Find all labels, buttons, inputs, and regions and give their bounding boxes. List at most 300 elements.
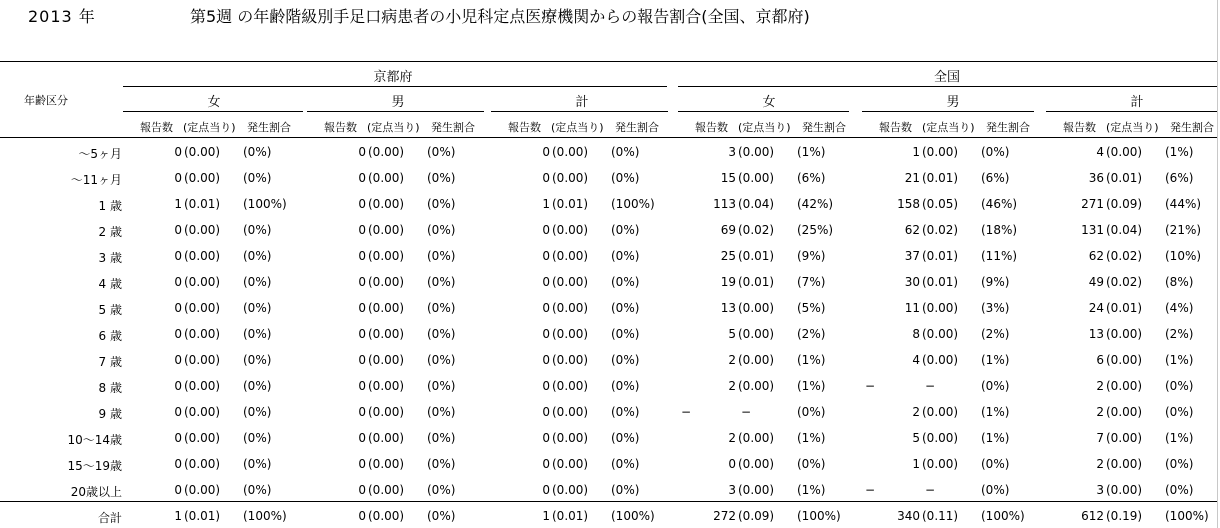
row-0-kyoto-0-ratio: (0%)	[243, 145, 272, 159]
row-11-age-label: 10〜14歳	[67, 433, 122, 447]
row-0-kyoto-1-per-site: (0.00)	[368, 145, 405, 159]
total-top-rule	[0, 501, 1217, 502]
row-5-zenkoku-1-count: 30	[904, 275, 920, 289]
row-4-kyoto-0-per-site: (0.00)	[184, 249, 221, 263]
row-12-zenkoku-0-ratio: (0%)	[797, 457, 826, 471]
row-6-kyoto-1-per-site: (0.00)	[368, 301, 405, 315]
row-13-age-label: 20歳以上	[70, 485, 122, 499]
group-rule-1	[307, 111, 484, 112]
row-7-kyoto-1-per-site: (0.00)	[368, 327, 405, 341]
row-11-zenkoku-1-ratio: (1%)	[981, 431, 1010, 445]
row-2-kyoto-0-ratio: (100%)	[243, 197, 287, 211]
row-8-kyoto-1-ratio: (0%)	[427, 353, 456, 367]
row-1-zenkoku-0-ratio: (6%)	[797, 171, 826, 185]
row-3-kyoto-0-count: 0	[174, 223, 182, 237]
row-11-zenkoku-2-count: 7	[1096, 431, 1104, 445]
row-10-zenkoku-0-per-site: −	[741, 405, 752, 419]
row-8-kyoto-0-ratio: (0%)	[243, 353, 272, 367]
group-rule-3	[678, 111, 849, 112]
row-2-kyoto-1-per-site: (0.00)	[368, 197, 405, 211]
row-7-kyoto-2-ratio: (0%)	[611, 327, 640, 341]
subheader-count-5: 報告数	[1063, 121, 1096, 134]
row-0-kyoto-0-per-site: (0.00)	[184, 145, 221, 159]
row-10-kyoto-0-ratio: (0%)	[243, 405, 272, 419]
row-5-zenkoku-2-per-site: (0.02)	[1106, 275, 1143, 289]
row-5-zenkoku-1-ratio: (9%)	[981, 275, 1010, 289]
row-8-zenkoku-0-per-site: (0.00)	[738, 353, 775, 367]
row-2-zenkoku-1-per-site: (0.05)	[922, 197, 959, 211]
row-2-zenkoku-1-count: 158	[897, 197, 920, 211]
row-6-zenkoku-1-ratio: (3%)	[981, 301, 1010, 315]
row-10-kyoto-0-per-site: (0.00)	[184, 405, 221, 419]
row-13-zenkoku-2-ratio: (0%)	[1165, 483, 1194, 497]
row-5-kyoto-2-per-site: (0.00)	[552, 275, 589, 289]
row-9-zenkoku-1-count: −	[865, 379, 876, 393]
row-6-kyoto-2-ratio: (0%)	[611, 301, 640, 315]
region-rule-zenkoku	[678, 86, 1217, 87]
row-0-zenkoku-0-ratio: (1%)	[797, 145, 826, 159]
subheader-per-site-5: (定点当り)	[1106, 121, 1159, 134]
row-3-zenkoku-1-ratio: (18%)	[981, 223, 1018, 237]
row-5-zenkoku-1-per-site: (0.01)	[922, 275, 959, 289]
row-13-zenkoku-1-ratio: (0%)	[981, 483, 1010, 497]
row-3-zenkoku-1-per-site: (0.02)	[922, 223, 959, 237]
row-4-zenkoku-0-per-site: (0.01)	[738, 249, 775, 263]
row-0-kyoto-2-count: 0	[542, 145, 550, 159]
row-10-zenkoku-0-ratio: (0%)	[797, 405, 826, 419]
row-3-zenkoku-1-count: 62	[904, 223, 920, 237]
subheader-per-site-2: (定点当り)	[551, 121, 604, 134]
row-9-kyoto-2-ratio: (0%)	[611, 379, 640, 393]
row-0-age-label: 〜5ヶ月	[78, 147, 122, 161]
region-rule-kyoto	[123, 86, 667, 87]
row-11-zenkoku-0-count: 2	[728, 431, 736, 445]
row-8-zenkoku-0-count: 2	[728, 353, 736, 367]
row-3-kyoto-2-count: 0	[542, 223, 550, 237]
total-kyoto-1-ratio: (0%)	[427, 509, 456, 523]
row-0-kyoto-1-count: 0	[358, 145, 366, 159]
row-13-kyoto-0-ratio: (0%)	[243, 483, 272, 497]
row-9-zenkoku-1-per-site: −	[925, 379, 936, 393]
row-8-kyoto-0-per-site: (0.00)	[184, 353, 221, 367]
row-9-age-label: 8 歳	[98, 381, 122, 395]
row-8-kyoto-2-ratio: (0%)	[611, 353, 640, 367]
row-6-zenkoku-0-per-site: (0.00)	[738, 301, 775, 315]
row-0-zenkoku-2-ratio: (1%)	[1165, 145, 1194, 159]
row-7-zenkoku-0-ratio: (2%)	[797, 327, 826, 341]
row-5-zenkoku-2-ratio: (8%)	[1165, 275, 1194, 289]
row-8-zenkoku-0-ratio: (1%)	[797, 353, 826, 367]
row-6-kyoto-1-ratio: (0%)	[427, 301, 456, 315]
subheader-count-3: 報告数	[695, 121, 728, 134]
subheader-count-4: 報告数	[879, 121, 912, 134]
row-12-zenkoku-2-per-site: (0.00)	[1106, 457, 1143, 471]
row-12-zenkoku-0-per-site: (0.00)	[738, 457, 775, 471]
row-13-zenkoku-2-per-site: (0.00)	[1106, 483, 1143, 497]
group-header-4: 男	[946, 95, 960, 110]
total-kyoto-2-per-site: (0.01)	[552, 509, 589, 523]
row-9-zenkoku-2-count: 2	[1096, 379, 1104, 393]
row-8-kyoto-2-per-site: (0.00)	[552, 353, 589, 367]
row-7-zenkoku-2-count: 13	[1088, 327, 1104, 341]
row-13-zenkoku-2-count: 3	[1096, 483, 1104, 497]
row-9-kyoto-0-count: 0	[174, 379, 182, 393]
total-zenkoku-0-per-site: (0.09)	[738, 509, 775, 523]
row-2-zenkoku-2-per-site: (0.09)	[1106, 197, 1143, 211]
group-header-2: 計	[575, 95, 589, 110]
group-header-5: 計	[1130, 95, 1144, 110]
row-10-zenkoku-2-count: 2	[1096, 405, 1104, 419]
subheader-per-site-0: (定点当り)	[183, 121, 236, 134]
row-3-zenkoku-2-per-site: (0.04)	[1106, 223, 1143, 237]
row-2-kyoto-2-ratio: (100%)	[611, 197, 655, 211]
row-1-kyoto-0-per-site: (0.00)	[184, 171, 221, 185]
row-7-kyoto-2-count: 0	[542, 327, 550, 341]
row-9-zenkoku-0-ratio: (1%)	[797, 379, 826, 393]
total-zenkoku-1-per-site: (0.11)	[922, 509, 959, 523]
row-4-zenkoku-1-per-site: (0.01)	[922, 249, 959, 263]
row-8-age-label: 7 歳	[98, 355, 122, 369]
row-10-kyoto-1-per-site: (0.00)	[368, 405, 405, 419]
row-3-kyoto-2-per-site: (0.00)	[552, 223, 589, 237]
row-11-zenkoku-2-per-site: (0.00)	[1106, 431, 1143, 445]
total-kyoto-0-count: 1	[174, 509, 182, 523]
row-3-kyoto-1-ratio: (0%)	[427, 223, 456, 237]
row-9-kyoto-1-count: 0	[358, 379, 366, 393]
row-12-zenkoku-1-ratio: (0%)	[981, 457, 1010, 471]
row-10-kyoto-2-count: 0	[542, 405, 550, 419]
row-3-zenkoku-2-ratio: (21%)	[1165, 223, 1202, 237]
row-11-zenkoku-2-ratio: (1%)	[1165, 431, 1194, 445]
subheader-rule	[0, 137, 1217, 138]
row-8-kyoto-2-count: 0	[542, 353, 550, 367]
row-12-kyoto-0-ratio: (0%)	[243, 457, 272, 471]
row-13-kyoto-0-per-site: (0.00)	[184, 483, 221, 497]
row-12-kyoto-1-ratio: (0%)	[427, 457, 456, 471]
row-5-zenkoku-0-per-site: (0.01)	[738, 275, 775, 289]
total-kyoto-2-count: 1	[542, 509, 550, 523]
row-1-kyoto-0-count: 0	[174, 171, 182, 185]
row-4-kyoto-2-per-site: (0.00)	[552, 249, 589, 263]
row-2-zenkoku-0-ratio: (42%)	[797, 197, 834, 211]
row-12-kyoto-1-count: 0	[358, 457, 366, 471]
row-9-kyoto-2-count: 0	[542, 379, 550, 393]
row-12-kyoto-0-count: 0	[174, 457, 182, 471]
row-2-zenkoku-1-ratio: (46%)	[981, 197, 1018, 211]
row-13-kyoto-0-count: 0	[174, 483, 182, 497]
subheader-per-site-1: (定点当り)	[367, 121, 420, 134]
row-1-kyoto-2-count: 0	[542, 171, 550, 185]
row-5-kyoto-1-count: 0	[358, 275, 366, 289]
subheader-ratio-0: 発生割合	[247, 121, 291, 134]
row-4-kyoto-2-ratio: (0%)	[611, 249, 640, 263]
row-5-kyoto-2-ratio: (0%)	[611, 275, 640, 289]
row-11-kyoto-0-count: 0	[174, 431, 182, 445]
report-title: 第5週 の年齢階級別手足口病患者の小児科定点医療機関からの報告割合(全国、京都府)	[190, 7, 810, 26]
row-3-zenkoku-2-count: 131	[1081, 223, 1104, 237]
report-year: 2013 年	[28, 7, 96, 26]
row-3-kyoto-2-ratio: (0%)	[611, 223, 640, 237]
row-4-kyoto-0-count: 0	[174, 249, 182, 263]
row-2-kyoto-1-count: 0	[358, 197, 366, 211]
total-zenkoku-2-per-site: (0.19)	[1106, 509, 1143, 523]
row-8-zenkoku-1-ratio: (1%)	[981, 353, 1010, 367]
row-2-kyoto-2-per-site: (0.01)	[552, 197, 589, 211]
row-8-zenkoku-2-per-site: (0.00)	[1106, 353, 1143, 367]
group-rule-0	[123, 111, 303, 112]
row-6-kyoto-1-count: 0	[358, 301, 366, 315]
row-6-zenkoku-1-per-site: (0.00)	[922, 301, 959, 315]
group-header-0: 女	[207, 95, 221, 110]
table-top-rule	[0, 61, 1217, 62]
row-6-zenkoku-2-ratio: (4%)	[1165, 301, 1194, 315]
row-7-kyoto-0-count: 0	[174, 327, 182, 341]
row-9-zenkoku-0-per-site: (0.00)	[738, 379, 775, 393]
row-0-kyoto-2-ratio: (0%)	[611, 145, 640, 159]
row-8-zenkoku-2-ratio: (1%)	[1165, 353, 1194, 367]
row-5-kyoto-1-per-site: (0.00)	[368, 275, 405, 289]
subheader-ratio-1: 発生割合	[431, 121, 475, 134]
row-10-age-label: 9 歳	[98, 407, 122, 421]
row-1-age-label: 〜11ヶ月	[70, 173, 122, 187]
row-4-kyoto-2-count: 0	[542, 249, 550, 263]
row-6-zenkoku-1-count: 11	[904, 301, 920, 315]
row-3-kyoto-0-ratio: (0%)	[243, 223, 272, 237]
row-11-kyoto-2-count: 0	[542, 431, 550, 445]
row-1-zenkoku-1-count: 21	[904, 171, 920, 185]
row-11-kyoto-1-per-site: (0.00)	[368, 431, 405, 445]
row-10-zenkoku-0-count: −	[681, 405, 692, 419]
row-7-zenkoku-1-ratio: (2%)	[981, 327, 1010, 341]
subheader-per-site-3: (定点当り)	[738, 121, 791, 134]
row-4-kyoto-0-ratio: (0%)	[243, 249, 272, 263]
row-10-zenkoku-1-per-site: (0.00)	[922, 405, 959, 419]
row-7-kyoto-0-ratio: (0%)	[243, 327, 272, 341]
subheader-count-2: 報告数	[508, 121, 541, 134]
row-6-zenkoku-2-count: 24	[1088, 301, 1104, 315]
row-7-kyoto-1-ratio: (0%)	[427, 327, 456, 341]
row-13-zenkoku-0-ratio: (1%)	[797, 483, 826, 497]
row-7-kyoto-2-per-site: (0.00)	[552, 327, 589, 341]
total-kyoto-1-count: 0	[358, 509, 366, 523]
row-11-kyoto-2-ratio: (0%)	[611, 431, 640, 445]
row-3-zenkoku-0-count: 69	[720, 223, 736, 237]
row-7-kyoto-0-per-site: (0.00)	[184, 327, 221, 341]
row-13-zenkoku-1-per-site: −	[925, 483, 936, 497]
row-7-zenkoku-0-count: 5	[728, 327, 736, 341]
row-12-age-label: 15〜19歳	[67, 459, 122, 473]
row-6-kyoto-0-count: 0	[174, 301, 182, 315]
row-12-kyoto-2-ratio: (0%)	[611, 457, 640, 471]
row-11-kyoto-0-per-site: (0.00)	[184, 431, 221, 445]
row-10-kyoto-2-ratio: (0%)	[611, 405, 640, 419]
row-10-kyoto-2-per-site: (0.00)	[552, 405, 589, 419]
row-11-zenkoku-0-per-site: (0.00)	[738, 431, 775, 445]
row-1-zenkoku-2-count: 36	[1088, 171, 1104, 185]
row-9-zenkoku-2-ratio: (0%)	[1165, 379, 1194, 393]
group-header-1: 男	[391, 95, 405, 110]
row-2-zenkoku-2-count: 271	[1081, 197, 1104, 211]
row-4-zenkoku-2-per-site: (0.02)	[1106, 249, 1143, 263]
row-9-zenkoku-1-ratio: (0%)	[981, 379, 1010, 393]
row-9-kyoto-2-per-site: (0.00)	[552, 379, 589, 393]
row-0-kyoto-0-count: 0	[174, 145, 182, 159]
row-11-zenkoku-0-ratio: (1%)	[797, 431, 826, 445]
row-10-kyoto-0-count: 0	[174, 405, 182, 419]
row-8-zenkoku-2-count: 6	[1096, 353, 1104, 367]
row-0-zenkoku-1-per-site: (0.00)	[922, 145, 959, 159]
total-zenkoku-0-count: 272	[713, 509, 736, 523]
row-3-zenkoku-0-per-site: (0.02)	[738, 223, 775, 237]
subheader-ratio-4: 発生割合	[986, 121, 1030, 134]
row-12-zenkoku-2-count: 2	[1096, 457, 1104, 471]
row-6-kyoto-0-per-site: (0.00)	[184, 301, 221, 315]
row-0-kyoto-1-ratio: (0%)	[427, 145, 456, 159]
row-1-zenkoku-2-ratio: (6%)	[1165, 171, 1194, 185]
row-11-kyoto-1-count: 0	[358, 431, 366, 445]
row-2-kyoto-2-count: 1	[542, 197, 550, 211]
group-rule-4	[862, 111, 1034, 112]
row-4-zenkoku-0-ratio: (9%)	[797, 249, 826, 263]
row-3-kyoto-0-per-site: (0.00)	[184, 223, 221, 237]
row-1-kyoto-2-per-site: (0.00)	[552, 171, 589, 185]
row-0-zenkoku-2-per-site: (0.00)	[1106, 145, 1143, 159]
row-9-kyoto-0-ratio: (0%)	[243, 379, 272, 393]
row-6-zenkoku-2-per-site: (0.01)	[1106, 301, 1143, 315]
row-9-kyoto-1-per-site: (0.00)	[368, 379, 405, 393]
age-column-header: 年齢区分	[24, 94, 68, 107]
row-4-kyoto-1-count: 0	[358, 249, 366, 263]
region-header-0: 京都府	[373, 70, 413, 85]
row-12-zenkoku-2-ratio: (0%)	[1165, 457, 1194, 471]
row-11-zenkoku-1-count: 5	[912, 431, 920, 445]
total-zenkoku-0-ratio: (100%)	[797, 509, 841, 523]
row-1-zenkoku-1-per-site: (0.01)	[922, 171, 959, 185]
group-header-3: 女	[762, 95, 776, 110]
row-10-zenkoku-2-per-site: (0.00)	[1106, 405, 1143, 419]
row-3-zenkoku-0-ratio: (25%)	[797, 223, 834, 237]
row-5-zenkoku-0-count: 19	[720, 275, 736, 289]
total-zenkoku-1-count: 340	[897, 509, 920, 523]
total-kyoto-0-per-site: (0.01)	[184, 509, 221, 523]
row-13-kyoto-1-count: 0	[358, 483, 366, 497]
row-9-zenkoku-0-count: 2	[728, 379, 736, 393]
subheader-ratio-3: 発生割合	[802, 121, 846, 134]
row-2-zenkoku-2-ratio: (44%)	[1165, 197, 1202, 211]
subheader-per-site-4: (定点当り)	[922, 121, 975, 134]
row-2-zenkoku-0-per-site: (0.04)	[738, 197, 775, 211]
row-13-kyoto-1-per-site: (0.00)	[368, 483, 405, 497]
row-13-kyoto-1-ratio: (0%)	[427, 483, 456, 497]
row-11-kyoto-0-ratio: (0%)	[243, 431, 272, 445]
row-5-kyoto-0-ratio: (0%)	[243, 275, 272, 289]
row-10-kyoto-1-count: 0	[358, 405, 366, 419]
row-7-zenkoku-0-per-site: (0.00)	[738, 327, 775, 341]
total-kyoto-2-ratio: (100%)	[611, 509, 655, 523]
row-8-kyoto-0-count: 0	[174, 353, 182, 367]
row-13-kyoto-2-per-site: (0.00)	[552, 483, 589, 497]
row-2-kyoto-0-per-site: (0.01)	[184, 197, 221, 211]
row-7-zenkoku-1-per-site: (0.00)	[922, 327, 959, 341]
row-4-zenkoku-1-count: 37	[904, 249, 920, 263]
row-8-kyoto-1-per-site: (0.00)	[368, 353, 405, 367]
region-header-1: 全国	[933, 70, 960, 85]
row-4-zenkoku-0-count: 25	[720, 249, 736, 263]
row-10-zenkoku-2-ratio: (0%)	[1165, 405, 1194, 419]
row-11-zenkoku-1-per-site: (0.00)	[922, 431, 959, 445]
row-13-zenkoku-0-per-site: (0.00)	[738, 483, 775, 497]
total-kyoto-1-per-site: (0.00)	[368, 509, 405, 523]
row-13-kyoto-2-count: 0	[542, 483, 550, 497]
row-0-zenkoku-1-count: 1	[912, 145, 920, 159]
row-4-age-label: 3 歳	[98, 251, 122, 265]
row-4-kyoto-1-per-site: (0.00)	[368, 249, 405, 263]
row-9-kyoto-1-ratio: (0%)	[427, 379, 456, 393]
row-0-zenkoku-2-count: 4	[1096, 145, 1104, 159]
row-12-kyoto-0-per-site: (0.00)	[184, 457, 221, 471]
subheader-ratio-5: 発生割合	[1170, 121, 1214, 134]
row-9-kyoto-0-per-site: (0.00)	[184, 379, 221, 393]
row-1-kyoto-1-ratio: (0%)	[427, 171, 456, 185]
page-edge-line	[1217, 0, 1218, 528]
row-4-zenkoku-2-ratio: (10%)	[1165, 249, 1202, 263]
row-1-kyoto-0-ratio: (0%)	[243, 171, 272, 185]
subheader-count-0: 報告数	[140, 121, 173, 134]
row-11-kyoto-1-ratio: (0%)	[427, 431, 456, 445]
row-7-kyoto-1-count: 0	[358, 327, 366, 341]
row-3-age-label: 2 歳	[98, 225, 122, 239]
row-13-zenkoku-1-count: −	[865, 483, 876, 497]
subheader-count-1: 報告数	[324, 121, 357, 134]
row-0-kyoto-2-per-site: (0.00)	[552, 145, 589, 159]
row-0-zenkoku-0-per-site: (0.00)	[738, 145, 775, 159]
row-5-age-label: 4 歳	[98, 277, 122, 291]
row-6-zenkoku-0-count: 13	[720, 301, 736, 315]
row-12-zenkoku-0-count: 0	[728, 457, 736, 471]
row-4-kyoto-1-ratio: (0%)	[427, 249, 456, 263]
row-1-kyoto-1-per-site: (0.00)	[368, 171, 405, 185]
group-rule-2	[491, 111, 668, 112]
row-2-zenkoku-0-count: 113	[713, 197, 736, 211]
row-5-zenkoku-0-ratio: (7%)	[797, 275, 826, 289]
row-10-kyoto-1-ratio: (0%)	[427, 405, 456, 419]
row-7-zenkoku-2-ratio: (2%)	[1165, 327, 1194, 341]
row-12-kyoto-2-count: 0	[542, 457, 550, 471]
row-1-kyoto-1-count: 0	[358, 171, 366, 185]
row-2-kyoto-0-count: 1	[174, 197, 182, 211]
row-13-zenkoku-0-count: 3	[728, 483, 736, 497]
row-5-kyoto-1-ratio: (0%)	[427, 275, 456, 289]
row-12-zenkoku-1-per-site: (0.00)	[922, 457, 959, 471]
row-12-zenkoku-1-count: 1	[912, 457, 920, 471]
total-zenkoku-2-ratio: (100%)	[1165, 509, 1209, 523]
subheader-ratio-2: 発生割合	[615, 121, 659, 134]
row-1-zenkoku-0-per-site: (0.00)	[738, 171, 775, 185]
row-5-kyoto-2-count: 0	[542, 275, 550, 289]
row-8-zenkoku-1-per-site: (0.00)	[922, 353, 959, 367]
row-2-kyoto-1-ratio: (0%)	[427, 197, 456, 211]
row-9-zenkoku-2-per-site: (0.00)	[1106, 379, 1143, 393]
row-6-kyoto-0-ratio: (0%)	[243, 301, 272, 315]
row-3-kyoto-1-count: 0	[358, 223, 366, 237]
row-8-kyoto-1-count: 0	[358, 353, 366, 367]
row-7-age-label: 6 歳	[98, 329, 122, 343]
total-zenkoku-1-ratio: (100%)	[981, 509, 1025, 523]
row-7-zenkoku-1-count: 8	[912, 327, 920, 341]
row-7-zenkoku-2-per-site: (0.00)	[1106, 327, 1143, 341]
row-5-kyoto-0-count: 0	[174, 275, 182, 289]
row-12-kyoto-1-per-site: (0.00)	[368, 457, 405, 471]
